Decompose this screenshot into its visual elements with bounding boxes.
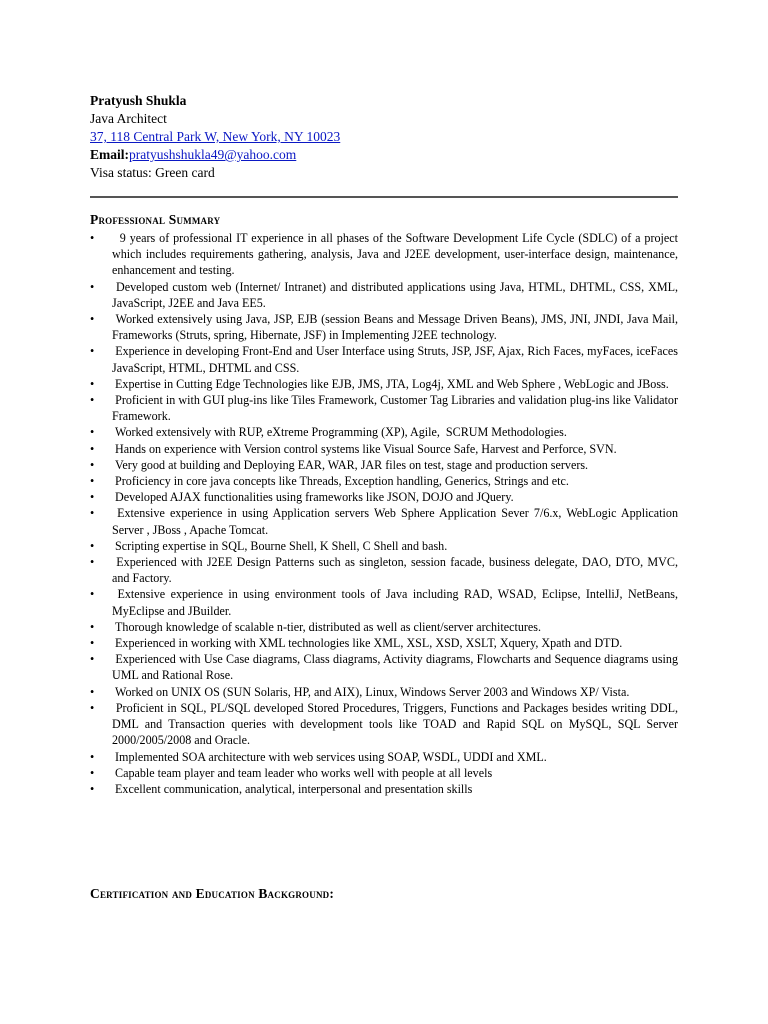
summary-item-text: Proficient in SQL, PL/SQL developed Stored Procedures, Triggers, Functions and Packages besides writing DDL, DML and Transaction queries with development tools like TOAD and Rapid SQL on MySQL, SQL Server 2000/2005/2008 and Oracle. bbox=[112, 700, 682, 748]
summary-item bbox=[90, 781, 678, 797]
bullet-icon: • bbox=[90, 538, 95, 553]
summary-item bbox=[90, 684, 678, 700]
summary-item bbox=[90, 586, 682, 618]
summary-item bbox=[90, 424, 678, 440]
summary-item bbox=[90, 279, 682, 311]
summary-item-text: 9 years of professional IT experience in all phases of the Software Development Life Cycle (SDLC) of a project which includes requirements gathering, analysis, Java and J2EE development, user-interface design, maintenance, enhancement and testing. bbox=[112, 231, 682, 278]
bullet-icon: • bbox=[90, 231, 95, 245]
summary-item-text: Hands on experience with Version control systems like Visual Source Safe, Harvest and Perforce, SVN. bbox=[112, 441, 617, 456]
summary-item-text: Proficient in with GUI plug-ins like Tiles Framework, Customer Tag Libraries and validation plug-ins like Validator Framework. bbox=[112, 393, 682, 424]
bullet-icon: • bbox=[90, 425, 95, 440]
email-line bbox=[90, 146, 690, 164]
summary-item bbox=[90, 343, 682, 375]
address-link[interactable]: 37, 118 Central Park W, New York, NY 10023 bbox=[90, 129, 341, 144]
summary-item-text: Scripting expertise in SQL, Bourne Shell, K Shell, C Shell and bash. bbox=[112, 538, 448, 553]
summary-item-text: Extensive experience in using environment tools of Java including RAD, WSAD, Eclipse, IntelliJ, NetBeans, MyEclipse and JBuilder. bbox=[112, 587, 682, 618]
summary-item-text: Excellent communication, analytical, interpersonal and presentation skills bbox=[112, 781, 473, 796]
summary-item bbox=[90, 505, 682, 537]
bullet-icon: • bbox=[90, 749, 95, 764]
bullet-icon: • bbox=[90, 376, 95, 391]
summary-item-text: Implemented SOA architecture with web services using SOAP, WSDL, UDDI and XML. bbox=[112, 749, 547, 764]
candidate-name: Pratyush Shukla bbox=[90, 93, 187, 108]
certification-heading: Certification and Education Background: bbox=[90, 886, 335, 901]
summary-item-text: Extensive experience in using Application servers Web Sphere Application Sever 7/6.x, WebLogic Application Server , JBoss , Apache Tomcat. bbox=[112, 506, 682, 537]
summary-item-text: Expertise in Cutting Edge Technologies like EJB, JMS, JTA, Log4j, XML and Web Sphere , WebLogic and JBoss. bbox=[112, 376, 669, 391]
email-label: Email: bbox=[90, 147, 129, 162]
visa-status: Visa status: Green card bbox=[90, 165, 215, 180]
bullet-icon: • bbox=[90, 700, 95, 715]
bullet-icon: • bbox=[90, 457, 95, 472]
summary-item bbox=[90, 635, 678, 651]
summary-item-text: Thorough knowledge of scalable n-tier, distributed as well as client/server architectures. bbox=[112, 619, 542, 634]
summary-item-text: Worked extensively with RUP, eXtreme Programming (XP), Agile, SCRUM Methodologies. bbox=[112, 425, 567, 440]
summary-item-text: Capable team player and team leader who works well with people at all levels bbox=[112, 765, 493, 780]
bullet-icon: • bbox=[90, 441, 95, 456]
summary-item bbox=[90, 441, 678, 457]
section-divider bbox=[90, 196, 678, 198]
job-title: Java Architect bbox=[90, 111, 167, 126]
bullet-icon: • bbox=[90, 506, 95, 521]
summary-item bbox=[90, 311, 682, 343]
bullet-icon: • bbox=[90, 684, 95, 699]
bullet-icon: • bbox=[90, 781, 95, 796]
contact-block bbox=[90, 92, 690, 182]
bullet-icon: • bbox=[90, 393, 95, 408]
bullet-icon: • bbox=[90, 555, 95, 570]
summary-list bbox=[90, 230, 682, 797]
bullet-icon: • bbox=[90, 765, 95, 780]
bullet-icon: • bbox=[90, 312, 95, 327]
summary-item-text: Worked on UNIX OS (SUN Solaris, HP, and AIX), Linux, Windows Server 2003 and Windows XP/ Vista. bbox=[112, 684, 630, 699]
bullet-icon: • bbox=[90, 636, 95, 651]
summary-item bbox=[90, 619, 678, 635]
summary-item-text: Experienced with Use Case diagrams, Class diagrams, Activity diagrams, Flowcharts and Sequence diagrams using UML and Rational Rose. bbox=[112, 652, 682, 683]
summary-item-text: Proficiency in core java concepts like Threads, Exception handling, Generics, Strings and etc. bbox=[112, 474, 569, 489]
summary-item bbox=[90, 554, 682, 586]
summary-item-text: Worked extensively using Java, JSP, EJB (session Beans and Message Driven Beans), JMS, JNI, JNDI, Java Mail, Frameworks (Struts, spring, Hibernate, JSF) in Implementing J2EE technology. bbox=[112, 312, 682, 343]
summary-item bbox=[90, 376, 678, 392]
summary-item bbox=[90, 749, 678, 765]
summary-item bbox=[90, 457, 678, 473]
professional-summary-heading: Professional Summary bbox=[90, 212, 221, 227]
email-link[interactable]: pratyushshukla49@yahoo.com bbox=[129, 147, 297, 162]
summary-item-text: Experienced with J2EE Design Patterns such as singleton, session facade, business delegate, DAO, DTO, MVC, and Factory. bbox=[112, 555, 682, 586]
summary-item-text: Experienced in working with XML technologies like XML, XSL, XSD, XSLT, Xquery, Xpath and DTD. bbox=[112, 636, 623, 651]
bullet-icon: • bbox=[90, 279, 95, 294]
summary-item bbox=[90, 489, 678, 505]
summary-item bbox=[90, 473, 678, 489]
bullet-icon: • bbox=[90, 344, 95, 359]
summary-item bbox=[90, 700, 682, 749]
summary-item bbox=[90, 651, 682, 683]
summary-item bbox=[90, 538, 678, 554]
summary-item-text: Developed custom web (Internet/ Intranet) and distributed applications using Java, HTML, DHTML, CSS, XML, JavaScript, J2EE and Java EE5. bbox=[112, 279, 682, 310]
summary-item bbox=[90, 765, 678, 781]
summary-item-text: Very good at building and Deploying EAR, WAR, JAR files on test, stage and production servers. bbox=[112, 457, 589, 472]
summary-item bbox=[90, 230, 682, 279]
bullet-icon: • bbox=[90, 490, 95, 505]
summary-item bbox=[90, 392, 682, 424]
bullet-icon: • bbox=[90, 587, 95, 602]
bullet-icon: • bbox=[90, 652, 95, 667]
bullet-icon: • bbox=[90, 474, 95, 489]
bullet-icon: • bbox=[90, 619, 95, 634]
summary-item-text: Developed AJAX functionalities using frameworks like JSON, DOJO and JQuery. bbox=[112, 490, 514, 505]
summary-item-text: Experience in developing Front-End and User Interface using Struts, JSP, JSF, Ajax, Rich Faces, myFaces, iceFaces JavaScript, HTML, DHTML and CSS. bbox=[112, 344, 682, 375]
